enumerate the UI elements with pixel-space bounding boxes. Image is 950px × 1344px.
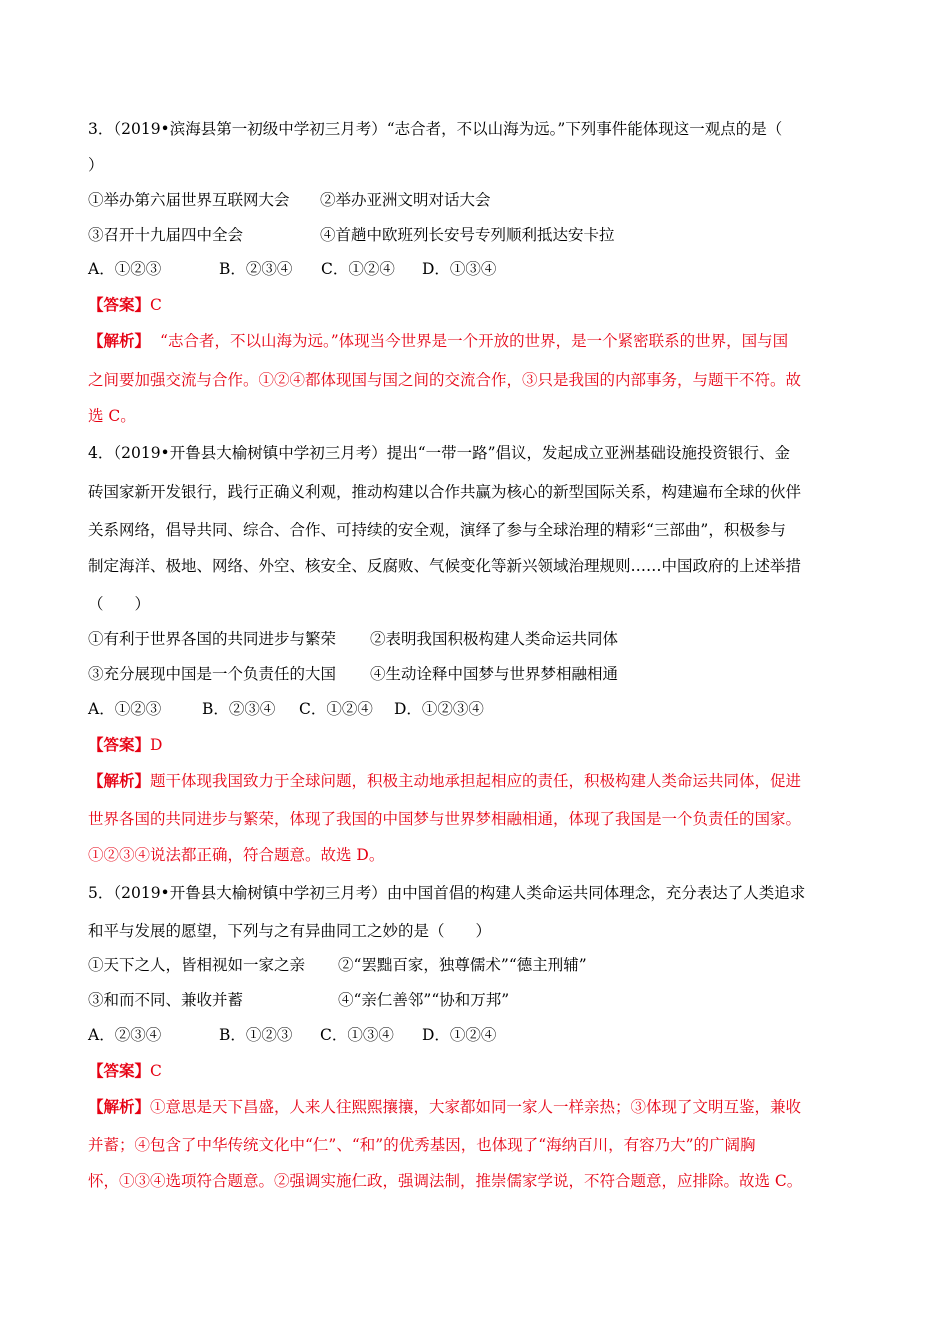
q4-option-1: ①有利于世界各国的共同进步与繁荣 bbox=[88, 630, 337, 648]
q3-answer-label: 【答案】 bbox=[88, 295, 151, 314]
q4-choice-a: A．①②③ bbox=[88, 700, 162, 718]
q5-stem-line-1: 5．（2019•开鲁县大榆树镇中学初三月考）由中国首倡的构建人类命运共同体理念，充分表达了人类追求 bbox=[88, 884, 806, 902]
q5-option-4: ④“亲仁善邻”“协和万邦” bbox=[338, 991, 510, 1009]
q5-option-1: ①天下之人，皆相视如一家之亲 bbox=[88, 956, 306, 974]
q3-choice-c: C．①②④ bbox=[321, 260, 395, 278]
q4-answer-label: 【答案】 bbox=[88, 735, 151, 754]
q4-analysis-line-1: 【解析】题干体现我国致力于全球问题，积极主动地承担起相应的责任，积极构建人类命运共同体，促进 bbox=[88, 771, 802, 790]
q3-option-2: ②举办亚洲文明对话大会 bbox=[320, 191, 491, 209]
q5-choice-d: D．①②④ bbox=[422, 1026, 497, 1044]
q5-option-2: ②“罢黜百家，独尊儒术”“德主刑辅” bbox=[338, 956, 587, 974]
q4-option-4: ④生动诠释中国梦与世界梦相融相通 bbox=[370, 665, 619, 683]
q4-answer-value: D bbox=[150, 736, 163, 754]
q4-choice-c: C．①②④ bbox=[299, 700, 373, 718]
q5-analysis-line-1: 【解析】①意思是天下昌盛，人来人往熙熙攘攘，大家都如同一家人一样亲热；③体现了文明互鉴，兼收 bbox=[88, 1097, 802, 1116]
q5-answer-value: C bbox=[150, 1062, 162, 1080]
q4-analysis-line-3: ①②③④说法都正确，符合题意。故选 D。 bbox=[88, 846, 385, 864]
q3-stem-line-1: 3．（2019•滨海县第一初级中学初三月考）“志合者，不以山海为远。”下列事件能体现这一观点的是（ bbox=[88, 120, 783, 138]
q5-answer-label: 【答案】 bbox=[88, 1061, 151, 1080]
q5-option-3: ③和而不同、兼收并蓄 bbox=[88, 991, 244, 1009]
q3-analysis-label: 【解析】 bbox=[88, 331, 151, 350]
q4-analysis-label: 【解析】 bbox=[88, 771, 151, 790]
q3-analysis-line-2: 之间要加强交流与合作。①②④都体现国与国之间的交流合作，③只是我国的内部事务，与题干不符。故 bbox=[88, 371, 802, 389]
q3-analysis-line-3: 选 C。 bbox=[88, 407, 136, 425]
q4-choice-b: B．②③④ bbox=[202, 700, 276, 718]
q5-choice-b: B．①②③ bbox=[219, 1026, 293, 1044]
q4-analysis-line-2: 世界各国的共同进步与繁荣，体现了我国的中国梦与世界梦相融相通，体现了我国是一个负责任的国家。 bbox=[88, 810, 802, 828]
q5-choice-a: A．②③④ bbox=[88, 1026, 162, 1044]
q4-answer bbox=[88, 735, 162, 755]
q3-option-4: ④首趟中欧班列长安号专列顺利抵达安卡拉 bbox=[320, 226, 615, 244]
q3-answer bbox=[88, 295, 162, 315]
q3-analysis-line-1: 【解析】 “志合者，不以山海为远。”体现当今世界是一个开放的世界，是一个紧密联系的世界，国与国 bbox=[88, 331, 789, 350]
q3-option-1: ①举办第六届世界互联网大会 bbox=[88, 191, 290, 209]
q5-answer bbox=[88, 1061, 162, 1081]
q4-choice-d: D．①②③④ bbox=[394, 700, 484, 718]
q5-choice-c: C．①③④ bbox=[320, 1026, 394, 1044]
q4-stem-line-3: 关系网络，倡导共同、综合、合作、可持续的安全观，演绎了参与全球治理的精彩“三部曲”，积极参与 bbox=[88, 521, 786, 539]
q5-analysis-line-3: 怀，①③④选项符合题意。②强调实施仁政，强调法制，推崇儒家学说，不符合题意，应排除。故选 C。 bbox=[88, 1172, 803, 1190]
q5-analysis-line-2: 并蓄；④包含了中华传统文化中“仁”、“和”的优秀基因，也体现了“海纳百川，有容乃大”的广阔胸 bbox=[88, 1136, 756, 1154]
q3-choice-b: B．②③④ bbox=[219, 260, 293, 278]
q4-stem-line-4: 制定海洋、极地、网络、外空、核安全、反腐败、气候变化等新兴领域治理规则……中国政府的上述举措 bbox=[88, 557, 802, 575]
q3-answer-value: C bbox=[150, 296, 162, 314]
q3-choice-a: A．①②③ bbox=[88, 260, 162, 278]
q4-stem-line-2: 砖国家新开发银行，践行正确义利观，推动构建以合作共赢为核心的新型国际关系，构建遍布全球的伙伴 bbox=[88, 483, 802, 501]
q4-option-3: ③充分展现中国是一个负责任的大国 bbox=[88, 665, 337, 683]
q3-option-3: ③召开十九届四中全会 bbox=[88, 226, 244, 244]
q3-choice-d: D．①③④ bbox=[422, 260, 497, 278]
q4-option-2: ②表明我国积极构建人类命运共同体 bbox=[370, 630, 619, 648]
q5-analysis-label: 【解析】 bbox=[88, 1097, 151, 1116]
q4-stem-line-5: （ ） bbox=[88, 595, 151, 613]
q4-stem-line-1: 4．（2019•开鲁县大榆树镇中学初三月考）提出“一带一路”倡议，发起成立亚洲基础设施投资银行、金 bbox=[88, 444, 791, 462]
q5-stem-line-2: 和平与发展的愿望，下列与之有异曲同工之妙的是（ ） bbox=[88, 922, 492, 940]
q3-stem-line-2: ） bbox=[88, 156, 104, 174]
